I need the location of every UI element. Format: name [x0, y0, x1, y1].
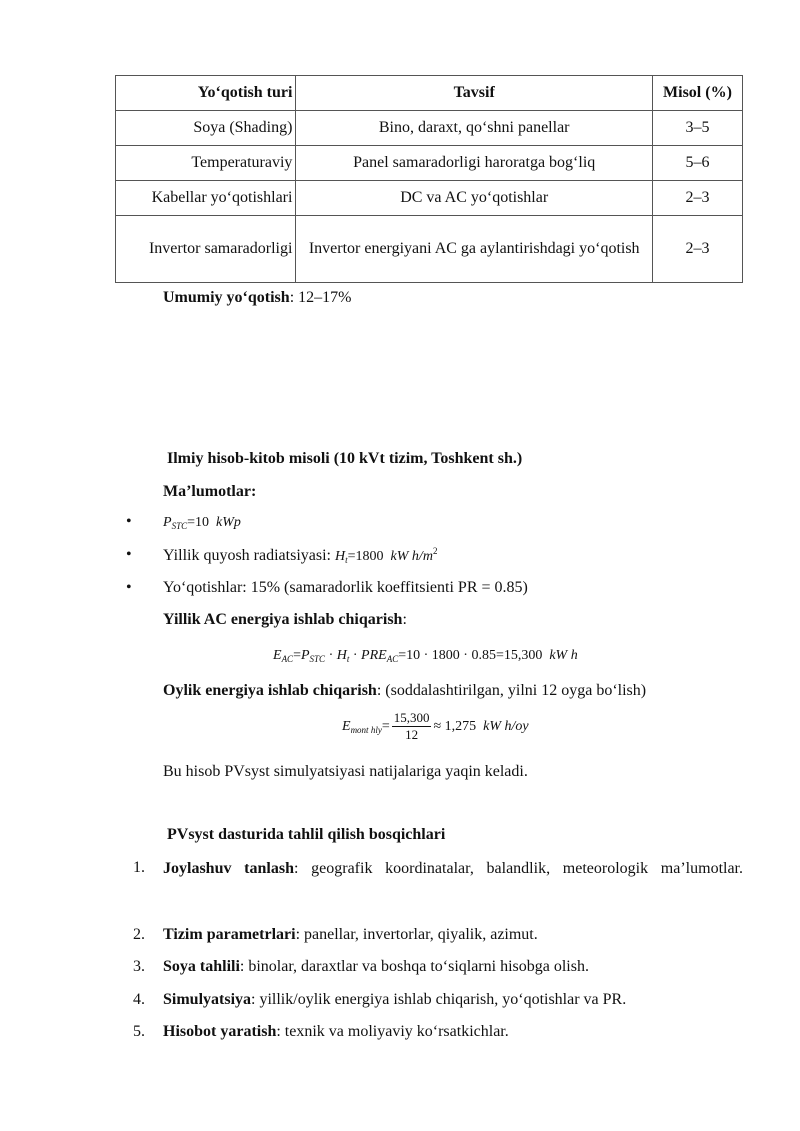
step-item	[163, 991, 626, 1009]
step-text: : geografik koordinatalar, balandlik, meteorologik ma’lumotlar.	[293, 860, 743, 877]
step-title: Tizim parametrlari	[163, 926, 296, 943]
step-item	[163, 853, 743, 885]
bullet-p-stc	[163, 513, 241, 531]
table-cell: Invertor samaradorligi	[116, 216, 296, 283]
fraction-numerator: 15,300	[393, 710, 430, 725]
p-stc-formula: $P_{STC}=10$ kWp	[163, 515, 241, 531]
annual-heading: Yillik AC energiya ishlab chiqarish	[163, 611, 403, 628]
fraction-denominator: 12	[405, 727, 419, 742]
step-number: 1.	[133, 859, 145, 876]
step-number: 5.	[133, 1023, 145, 1040]
radiation-label: Yillik quyosh radiatsiyasi:	[163, 547, 335, 564]
table-header-cell: Misol (%)	[652, 76, 742, 111]
bullet-radiation	[163, 546, 437, 565]
step-text: : panellar, invertorlar, qiyalik, azimut.	[295, 926, 538, 943]
monthly-fraction	[392, 710, 432, 743]
table-row	[116, 146, 743, 181]
table-row	[116, 181, 743, 216]
table-header-cell: Tavsif	[296, 76, 653, 111]
table-cell: 5–6	[652, 146, 742, 181]
bullet-dot: •	[126, 579, 132, 596]
step-title: Soya tahlili	[163, 958, 240, 975]
step-number: 4.	[133, 991, 145, 1008]
bullet-dot: •	[126, 513, 132, 530]
step-number: 3.	[133, 958, 145, 975]
monthly-formula: $E_{mont hly}=$ $\frac{15,300}{12}$ ≈ 1,275 kW h/oy	[342, 710, 529, 742]
table-row	[116, 216, 743, 283]
step-text: : binolar, daraxtlar va boshqa to‘siqlarni hisobga olish.	[239, 958, 589, 975]
annual-colon: :	[402, 611, 407, 628]
step-number: 2.	[133, 926, 145, 943]
monthly-rest: : (soddalashtirilgan, yilni 12 oyga bo‘lish)	[376, 682, 647, 699]
table-cell: 2–3	[652, 181, 742, 216]
table-cell: Soya (Shading)	[116, 111, 296, 146]
total-loss-label: Umumiy yo‘qotish	[163, 289, 290, 306]
data-heading: Ma’lumotlar:	[163, 483, 257, 500]
bullet-losses: Yo‘qotishlar: 15% (samaradorlik koeffitsienti PR = 0.85)	[163, 579, 528, 596]
step-text: : yillik/oylik energiya ishlab chiqarish, yo‘qotishlar va PR.	[251, 991, 627, 1008]
step-item	[163, 926, 538, 944]
step-item	[163, 958, 589, 976]
table-cell: Bino, daraxt, qo‘shni panellar	[296, 111, 653, 146]
steps-title: PVsyst dasturida tahlil qilish bosqichlari	[167, 826, 446, 843]
conclusion-text: Bu hisob PVsyst simulyatsiyasi natijalariga yaqin keladi.	[163, 763, 528, 780]
step-title: Simulyatsiya	[163, 991, 252, 1008]
monthly-line	[163, 682, 646, 700]
total-loss-line	[163, 289, 351, 307]
table-cell: Invertor energiyani AC ga aylantirishdagi yo‘qotish	[296, 216, 653, 283]
table-header-cell: Yo‘qotish turi	[116, 76, 296, 111]
table-cell: 2–3	[652, 216, 742, 283]
table-cell: Kabellar yo‘qotishlari	[116, 181, 296, 216]
total-loss-value: : 12–17%	[289, 289, 352, 306]
radiation-formula: $H_t=1800$ kW $h/m^2$	[335, 546, 438, 565]
example-title: Ilmiy hisob-kitob misoli (10 kVt tizim, Toshkent sh.)	[167, 450, 523, 467]
loss-table	[115, 75, 743, 283]
annual-formula: $E_{AC}=P_{STC} \cdot H_t \cdot PRE_{AC}=10 \cdot 1800 \cdot 0.85=15,300$ kW h	[273, 648, 578, 664]
step-item	[163, 1023, 509, 1041]
step-text: : texnik va moliyaviy ko‘rsatkichlar.	[276, 1023, 509, 1040]
step-title: Hisobot yaratish	[163, 1023, 277, 1040]
table-cell: Temperaturaviy	[116, 146, 296, 181]
table-cell: DC va AC yo‘qotishlar	[296, 181, 653, 216]
annual-line	[163, 611, 407, 629]
step-title: Joylashuv tanlash	[163, 860, 294, 877]
monthly-heading: Oylik energiya ishlab chiqarish	[163, 682, 377, 699]
bullet-dot: •	[126, 546, 132, 563]
table-row	[116, 111, 743, 146]
table-cell: Panel samaradorligi haroratga bog‘liq	[296, 146, 653, 181]
table-header-row	[116, 76, 743, 111]
table-cell: 3–5	[652, 111, 742, 146]
